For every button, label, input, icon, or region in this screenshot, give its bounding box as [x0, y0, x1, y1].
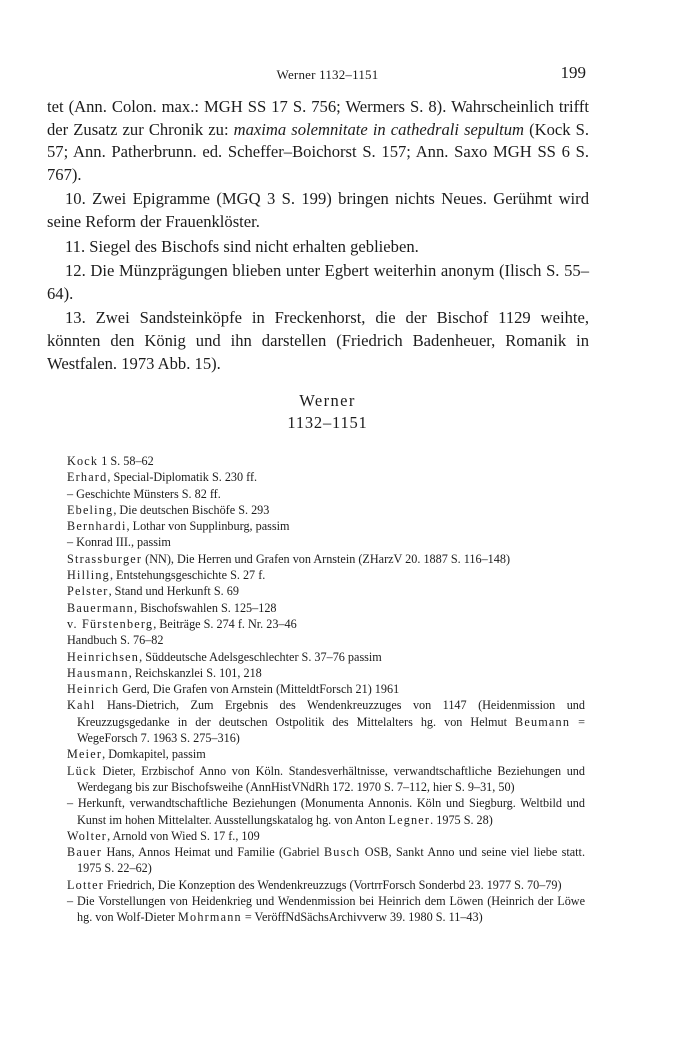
bibliography-author: Hausmann: [67, 665, 129, 680]
page-number: 199: [560, 63, 586, 82]
bibliography-entry: [67, 469, 585, 485]
latin-quote: maxima solemnitate in cathedrali sepultum: [233, 119, 524, 139]
bibliography-text: Handbuch S. 76–82: [67, 633, 164, 648]
bibliography-entry: [67, 697, 585, 746]
bibliography-entry: [67, 486, 585, 502]
paragraph-13: 13. Zwei Sandsteinköpfe in Freckenhorst, die der Bischof 1129 weihte, könnten den König und ihn darstellen (Friedrich Badenheuer, Romanik in Westfalen. 1973 Abb. 15).: [47, 308, 589, 373]
bibliography-list: [67, 453, 585, 926]
bibliography-text: , Bischofswahlen S. 125–128: [133, 600, 277, 615]
bibliography-text: (NN), Die Herren und Grafen von Arnstein (ZHarzV 20. 1887 S. 116–148): [142, 551, 511, 566]
bibliography-text: OSB, Sankt Anno und seine viel liebe statt. 1975 S. 22–62): [77, 845, 585, 876]
bibliography-author: Erhard: [67, 470, 108, 485]
bibliography-text: . 1975 S. 28): [430, 812, 493, 827]
bibliography-entry: [67, 828, 585, 844]
bibliography-entry: [67, 763, 585, 796]
paragraph-continuation: [47, 96, 589, 186]
bibliography-entry: [67, 632, 585, 648]
running-title: Werner 1132–1151: [276, 67, 379, 82]
bibliography-text: = WegeForsch 7. 1963 S. 275–316): [77, 714, 586, 746]
bibliography-author: Beumann: [515, 714, 571, 729]
bibliography-text: – Konrad III., passim: [67, 535, 171, 550]
bibliography-text: – Herkunft, verwandtschaftliche Beziehungen (Monumenta Annonis. Köln und Siegburg. Weltbild und Kunst im hohen Mittelalter. Ausstellungskatalog hg. von Anton: [67, 796, 585, 827]
bibliography-text: Gerd, Die Grafen von Arnstein (MitteldtForsch 21) 1961: [119, 682, 400, 697]
bibliography-author: Ebeling: [67, 502, 114, 517]
bibliography-text: – Geschichte Münsters S. 82 ff.: [67, 486, 221, 501]
bibliography-entry: [67, 844, 585, 877]
bibliography-author: Heinrichsen: [67, 649, 140, 664]
bibliography-text: , Stand und Herkunft S. 69: [108, 584, 239, 599]
bibliography-text: , Special-Diplomatik S. 230 ff.: [107, 470, 258, 485]
bibliography-author: Mohrmann: [178, 910, 242, 925]
bibliography-author: Hilling: [67, 568, 110, 583]
bibliography-entry: [67, 681, 585, 697]
bibliography-text: , Domkapitel, passim: [102, 747, 206, 762]
bibliography-entry: [67, 877, 585, 893]
bibliography-entry: [67, 795, 585, 828]
bibliography-text: Hans-Dietrich, Zum Ergebnis des Wendenkreuzzuges von 1147 (Heidenmission und Kreuzzugsgedanke in der deutschen Ostpolitik des Mittelalters hg. von Helmut: [77, 698, 585, 729]
paragraph-10: 10. Zwei Epigramme (MGQ 3 S. 199) bringen nichts Neues. Gerühmt wird seine Reform der Frauenklöster.: [47, 189, 589, 231]
bibliography-author: Legner: [388, 812, 431, 827]
bibliography-text: Friedrich, Die Konzeption des Wendenkreuzzugs (VortrrForsch Sonderbd 23. 1977 S. 70–79): [103, 877, 562, 892]
paragraph-text: (Kock S. 57; Ann. Patherbrunn. ed. Scheffer–Boichorst S. 157; Ann. Saxo MGH SS 6 S. 767).: [47, 119, 589, 184]
bibliography-author: Strassburger: [67, 551, 143, 566]
bibliography-entry: [67, 453, 585, 469]
bibliography-entry: [67, 665, 585, 681]
bibliography-text: = VeröffNdSächsArchivverw 39. 1980 S. 11–43): [241, 910, 483, 925]
bibliography-entry: [67, 502, 585, 518]
bibliography-text: Dieter, Erzbischof Anno von Köln. Standesverhältnisse, verwandtschaftliche Beziehungen und Werdegang bis zur Bischofsweihe (AnnHistVNdRh 172. 1970 S. 7–112, hier S. 9–31, 50): [77, 763, 585, 794]
bibliography-text: , Süddeutsche Adelsgeschlechter S. 37–76 passim: [139, 649, 382, 664]
bibliography-entry: [67, 600, 585, 616]
bibliography-author: Bauer: [67, 845, 103, 860]
bibliography-author: Lotter: [67, 877, 104, 892]
bibliography-author: Meier: [67, 747, 103, 762]
section-years: 1132–1151: [287, 413, 368, 432]
bibliography-author: Busch: [323, 845, 361, 860]
paragraph-12: 12. Die Münzprägungen blieben unter Egbert weiterhin anonym (Ilisch S. 55–64).: [47, 261, 589, 303]
bibliography-entry: [67, 649, 585, 665]
bibliography-text: , Lothar von Supplinburg, passim: [126, 519, 290, 534]
bibliography-entry: [67, 534, 585, 550]
bibliography-text: 1 S. 58–62: [98, 454, 154, 468]
bibliography-author: v. Fürstenberg: [67, 616, 154, 631]
running-header: [0, 63, 700, 83]
bibliography-author: Lück: [67, 763, 97, 778]
body-text: [47, 96, 589, 375]
bibliography-author: Heinrich: [67, 682, 120, 697]
section-title: Werner: [299, 391, 356, 410]
bibliography-entry: [67, 567, 585, 583]
bibliography-text: , Reichskanzlei S. 101, 218: [128, 665, 262, 680]
bibliography-entry: [67, 551, 585, 567]
bibliography-text: , Entstehungsgeschichte S. 27 f.: [109, 568, 266, 583]
bibliography-author: Bernhardi: [67, 519, 127, 534]
bibliography-author: Bauermann: [67, 600, 134, 615]
section-heading: [0, 390, 655, 434]
bibliography-author: Wolter: [67, 828, 108, 843]
bibliography-entry: [67, 518, 585, 534]
bibliography-text: – Die Vorstellungen von Heidenkrieg und Wendenmission bei Heinrich dem Löwen (Heinrich der Löwe hg. von Wolf-Dieter: [67, 894, 585, 925]
bibliography-author: Kock: [67, 454, 99, 468]
bibliography-entry: [67, 583, 585, 599]
bibliography-entry: [67, 746, 585, 762]
bibliography-text: Hans, Annos Heimat und Familie (Gabriel: [102, 845, 324, 860]
paragraph-text: tet (Ann. Colon. max.: MGH SS 17 S. 756; Wermers S. 8). Wahrscheinlich trifft der Zusatz zur Chronik zu:: [47, 97, 589, 139]
paragraph-11: 11. Siegel des Bischofs sind nicht erhalten geblieben.: [65, 236, 419, 256]
bibliography-author: Kahl: [67, 698, 96, 713]
bibliography-author: Pelster: [67, 584, 109, 599]
bibliography-entry: [67, 893, 585, 926]
bibliography-text: , Beiträge S. 274 f. Nr. 23–46: [153, 616, 297, 631]
bibliography-entry: [67, 616, 585, 632]
bibliography-text: , Die deutschen Bischöfe S. 293: [113, 502, 270, 517]
bibliography-text: , Arnold von Wied S. 17 f., 109: [107, 828, 260, 843]
